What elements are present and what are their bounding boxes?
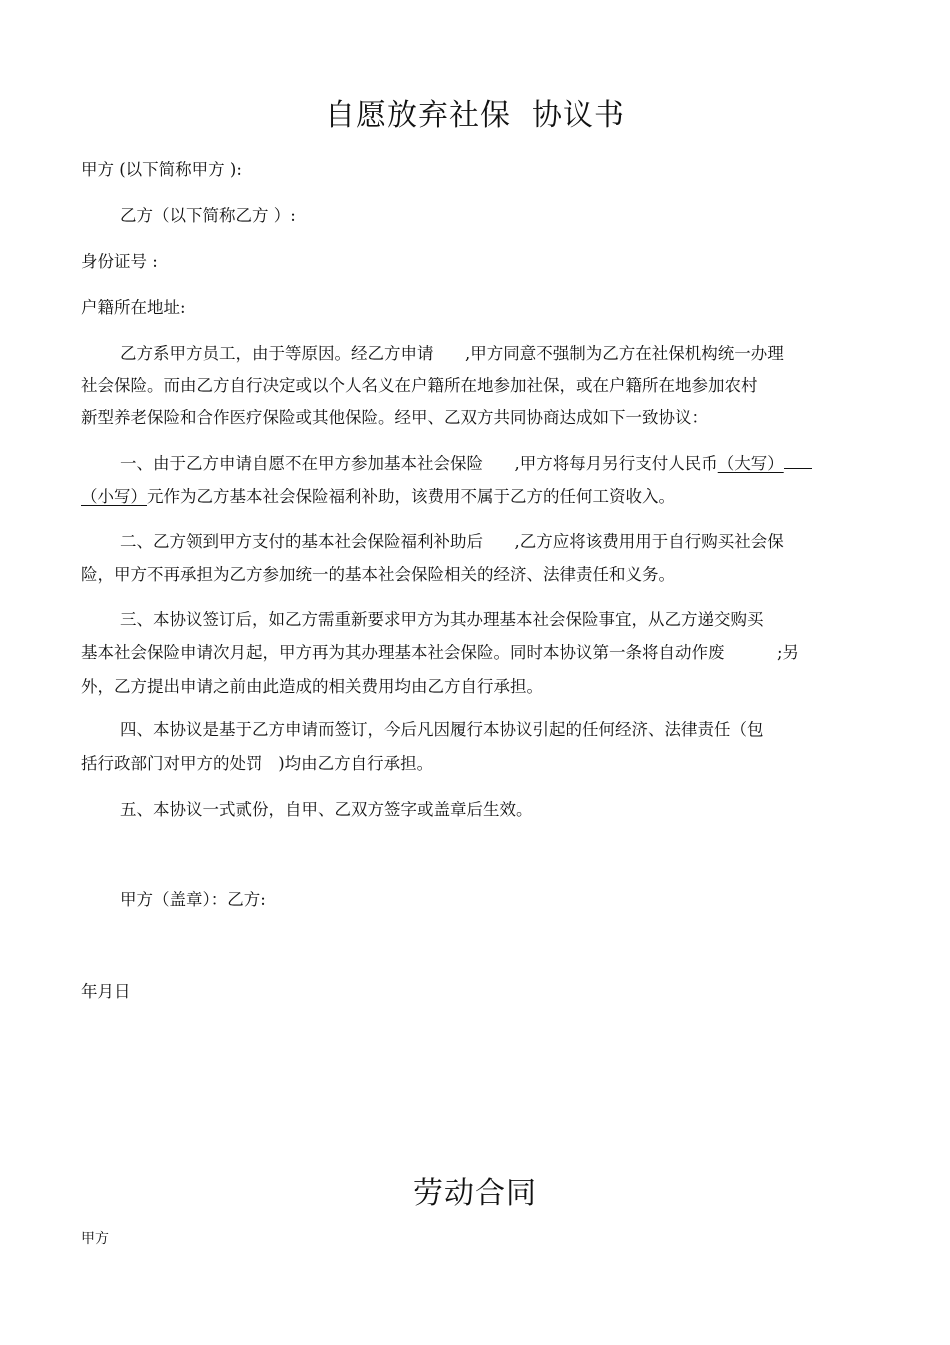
intro-line-3: 新型养老保险和合作医疗保险或其他保险。经甲、乙双方共同协商达成如下一致协议： — [81, 408, 708, 427]
clause-2-line-1: 二、乙方领到甲方支付的基本社会保险福利补助后 ,乙方应将该费用用于自行购买社会保 — [120, 532, 784, 551]
clause-3-line-3: 外，乙方提出申请之前由此造成的相关费用均由乙方自行承担。 — [81, 677, 543, 696]
clause-1-text: 一、由于乙方申请自愿不在甲方参加基本社会保险 ,甲方将每月另行支付人民币 — [120, 454, 718, 473]
party-b-line: 乙方（以下简称乙方 ）: — [120, 206, 296, 225]
household-address-line: 户籍所在地址: — [81, 298, 186, 317]
signature-line: 甲方（盖章）：乙方: — [120, 890, 266, 909]
intro-line-1: 乙方系甲方员工，由于等原因。经乙方申请 ,甲方同意不强制为乙方在社保机构统一办理 — [120, 344, 784, 363]
clause-3-line-1: 三、本协议签订后，如乙方需重新要求甲方为其办理基本社会保险事宜，从乙方递交购买 — [120, 610, 764, 629]
clause-3-line-2: 基本社会保险申请次月起，甲方再为其办理基本社会保险。同时本协议第一条将自动作废 ;另 — [81, 643, 800, 662]
clause-1-line-2 — [81, 483, 675, 507]
intro-line-2: 社会保险。而由乙方自行决定或以个人名义在户籍所在地参加社保，或在户籍所在地参加农村 — [81, 376, 758, 395]
clause-5-line: 五、本协议一式贰份，自甲、乙双方签字或盖章后生效。 — [120, 800, 533, 819]
clause-2-line-2: 险，甲方不再承担为乙方参加统一的基本社会保险相关的经济、法律责任和义务。 — [81, 565, 675, 584]
amount-uppercase-label: （大写） — [717, 454, 784, 473]
party-a-line-2: 甲方 — [81, 1231, 109, 1247]
clause-4-line-2: 括行政部门对甲方的处罚 )均由乙方自行承担。 — [81, 754, 434, 773]
id-number-line: 身份证号 : — [81, 252, 158, 271]
agreement-title: 自愿放弃社保 协议书 — [324, 98, 626, 133]
date-line: 年月日 — [81, 982, 131, 1001]
amount-lowercase-label: （小写） — [81, 487, 147, 506]
clause-1-line-1 — [120, 450, 812, 474]
clause-4-line-1: 四、本协议是基于乙方申请而签订，今后凡因履行本协议引起的任何经济、法律责任（包 — [120, 720, 764, 739]
labor-contract-title: 劳动合同 — [413, 1176, 537, 1211]
clause-1-text-2: 元作为乙方基本社会保险福利补助，该费用不属于乙方的任何工资收入。 — [147, 487, 675, 506]
party-a-line: 甲方 (以下简称甲方 ): — [81, 160, 242, 179]
amount-uppercase-blank — [784, 467, 812, 469]
